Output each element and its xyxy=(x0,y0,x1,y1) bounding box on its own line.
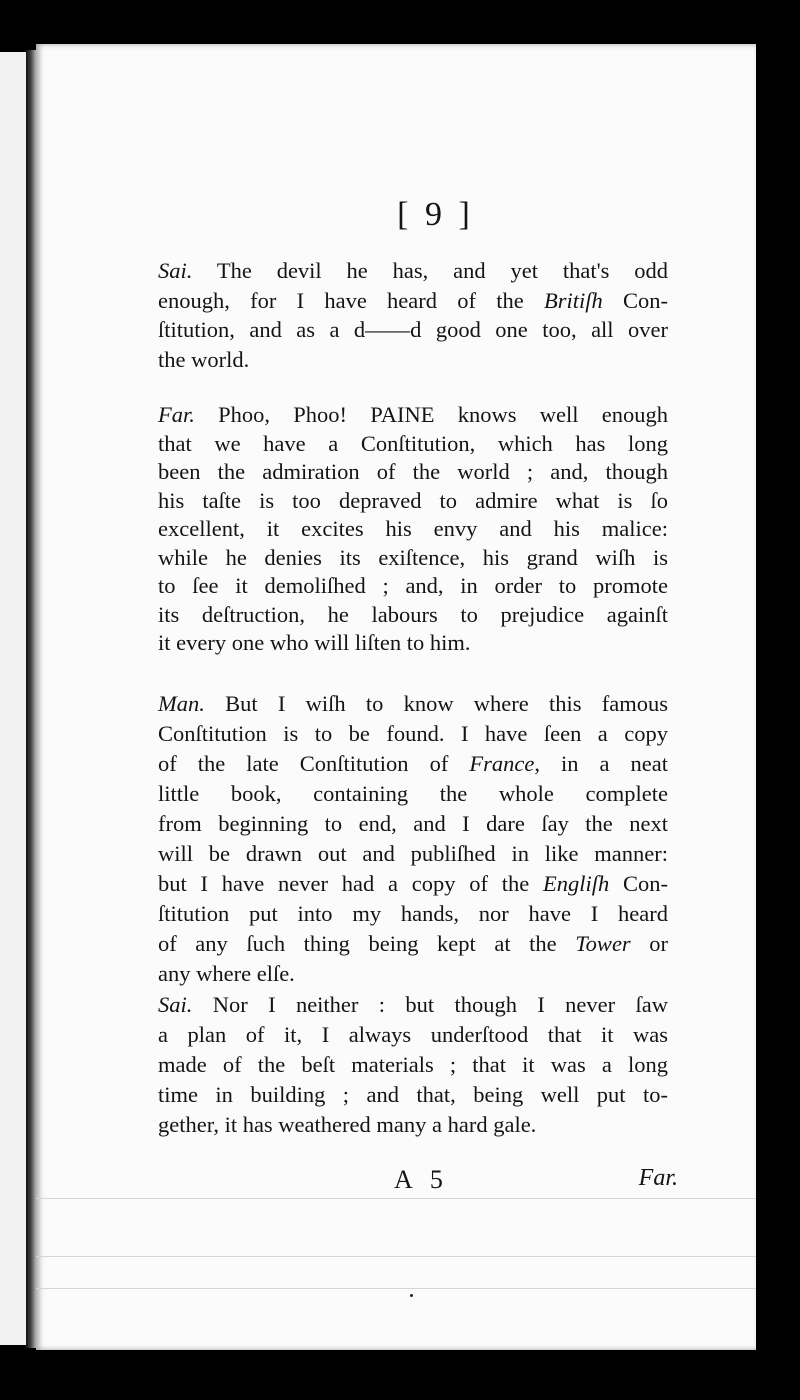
ink-speck xyxy=(410,1294,413,1297)
text-line: but I have never had a copy of the Engliſh Con- xyxy=(158,871,669,896)
text-line: will be drawn out and publiſhed in like manner: xyxy=(158,841,668,866)
text-line: any where elſe. xyxy=(158,961,295,986)
page-edge-line xyxy=(36,1288,756,1289)
text-line: Nor I neither : but though I never ſaw xyxy=(192,992,668,1017)
text-line: while he denies its exiſtence, his grand wiſh is xyxy=(158,544,668,570)
speaker-label: Man. xyxy=(158,691,205,716)
text-line: little book, containing the whole complete xyxy=(158,781,668,806)
page-edge-line xyxy=(36,1256,756,1257)
book-page xyxy=(36,44,756,1350)
text-line: Conſtitution is to be found. I have ſeen a copy xyxy=(158,721,668,746)
text-line: his taſte is too depraved to admire what is ſo xyxy=(158,487,668,513)
text-line: been the admiration of the world ; and, though xyxy=(158,459,668,484)
text-line: time in building ; and that, being well put to- xyxy=(158,1082,668,1107)
text-line: excellent, it excites his envy and his malice: xyxy=(158,516,668,541)
page-number: [ 9 ] xyxy=(397,196,474,233)
text-line: it every one who will liſten to him. xyxy=(158,630,471,655)
text-line: of any ſuch thing being kept at the Tower or xyxy=(158,931,668,956)
text-line: ſtitution, and as a d——d good one too, all over xyxy=(158,317,668,342)
text-line: gether, it has weathered many a hard gale. xyxy=(158,1112,537,1137)
text-line: The devil he has, and yet that's odd xyxy=(192,258,668,283)
catchword: Far. xyxy=(638,1165,678,1191)
text-line: a plan of it, I always underſtood that it was xyxy=(158,1022,668,1047)
text-line: its deſtruction, he labours to prejudice againſt xyxy=(158,601,668,627)
text-line: made of the beſt materials ; that it was a long xyxy=(158,1052,668,1077)
text-line: to ſee it demoliſhed ; and, in order to promote xyxy=(158,573,668,598)
dialogue-paragraph-4 xyxy=(158,991,668,1141)
text-line: the world. xyxy=(158,346,250,372)
text-line: But I wiſh to know where this famous xyxy=(204,691,668,716)
text-line: from beginning to end, and I dare ſay the next xyxy=(158,811,668,836)
speaker-label: Far. xyxy=(158,402,195,427)
speaker-label: Sai. xyxy=(158,992,193,1017)
dialogue-paragraph-1 xyxy=(158,257,668,375)
text-line: ſtitution put into my hands, nor have I heard xyxy=(158,901,668,926)
text-line: Phoo, Phoo! PAINE knows well enough xyxy=(194,402,668,427)
facing-page-edge xyxy=(0,52,27,1345)
dialogue-paragraph-3 xyxy=(158,690,668,990)
text-line: of the late Conſtitution of France, in a neat xyxy=(158,751,668,776)
text-line: enough, for I have heard of the Britiſh Con- xyxy=(158,287,668,313)
dialogue-paragraph-2 xyxy=(158,401,668,658)
speaker-label: Sai. xyxy=(158,258,193,283)
page-edge-line xyxy=(36,1198,756,1199)
text-line: that we have a Conſtitution, which has long xyxy=(158,430,668,456)
signature-mark: A 5 xyxy=(394,1165,449,1194)
